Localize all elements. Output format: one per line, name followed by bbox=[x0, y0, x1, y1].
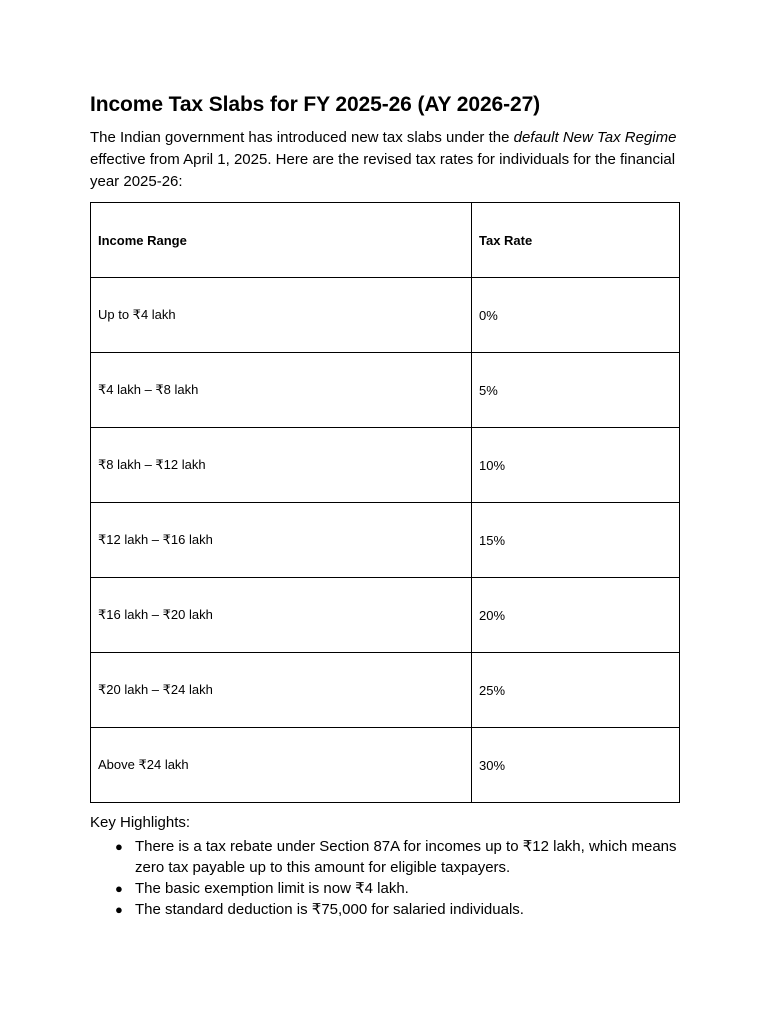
tax-rate-cell: 30% bbox=[472, 728, 680, 803]
highlight-text: The basic exemption limit is now ₹4 lakh. bbox=[135, 880, 409, 897]
highlight-text: There is a tax rebate under Section 87A for incomes up to ₹12 lakh, which means zero tax payable up to this amount for eligible taxpayers. bbox=[135, 838, 677, 876]
intro-emphasis: default New Tax Regime bbox=[513, 129, 677, 146]
tax-rate-cell: 5% bbox=[472, 353, 680, 428]
list-item bbox=[90, 899, 680, 920]
bullet-icon: ● bbox=[115, 839, 123, 854]
highlights-heading: Key Highlights: bbox=[90, 814, 191, 831]
table-row bbox=[91, 278, 680, 353]
page-title: Income Tax Slabs for FY 2025-26 (AY 2026-27) bbox=[90, 93, 541, 116]
intro-paragraph bbox=[90, 127, 680, 193]
table-row bbox=[91, 428, 680, 503]
tax-rate-cell: 20% bbox=[472, 578, 680, 653]
bullet-icon: ● bbox=[115, 902, 123, 917]
income-range-cell: ₹20 lakh – ₹24 lakh bbox=[91, 653, 472, 728]
highlights-list bbox=[90, 836, 680, 920]
income-range-cell: Above ₹24 lakh bbox=[91, 728, 472, 803]
table-row bbox=[91, 353, 680, 428]
list-item bbox=[90, 878, 680, 899]
document-page bbox=[90, 88, 680, 920]
table-row bbox=[91, 653, 680, 728]
header-income-range: Income Range bbox=[91, 203, 472, 278]
table-row bbox=[91, 578, 680, 653]
header-tax-rate: Tax Rate bbox=[472, 203, 680, 278]
intro-text-start: The Indian government has introduced new tax slabs under the bbox=[90, 129, 514, 146]
tax-rate-cell: 15% bbox=[472, 503, 680, 578]
income-range-cell: Up to ₹4 lakh bbox=[91, 278, 472, 353]
tax-rate-cell: 0% bbox=[472, 278, 680, 353]
bullet-icon: ● bbox=[115, 881, 123, 896]
income-range-cell: ₹12 lakh – ₹16 lakh bbox=[91, 503, 472, 578]
table-header-row bbox=[91, 203, 680, 278]
intro-text-end: effective from April 1, 2025. Here are the revised tax rates for individuals for the financial year 2025-26: bbox=[90, 151, 676, 190]
income-range-cell: ₹16 lakh – ₹20 lakh bbox=[91, 578, 472, 653]
highlight-text: The standard deduction is ₹75,000 for salaried individuals. bbox=[135, 901, 524, 918]
tax-slab-table bbox=[90, 202, 680, 803]
tax-rate-cell: 10% bbox=[472, 428, 680, 503]
table-row bbox=[91, 728, 680, 803]
list-item bbox=[90, 836, 680, 878]
income-range-cell: ₹8 lakh – ₹12 lakh bbox=[91, 428, 472, 503]
income-range-cell: ₹4 lakh – ₹8 lakh bbox=[91, 353, 472, 428]
table-row bbox=[91, 503, 680, 578]
tax-rate-cell: 25% bbox=[472, 653, 680, 728]
